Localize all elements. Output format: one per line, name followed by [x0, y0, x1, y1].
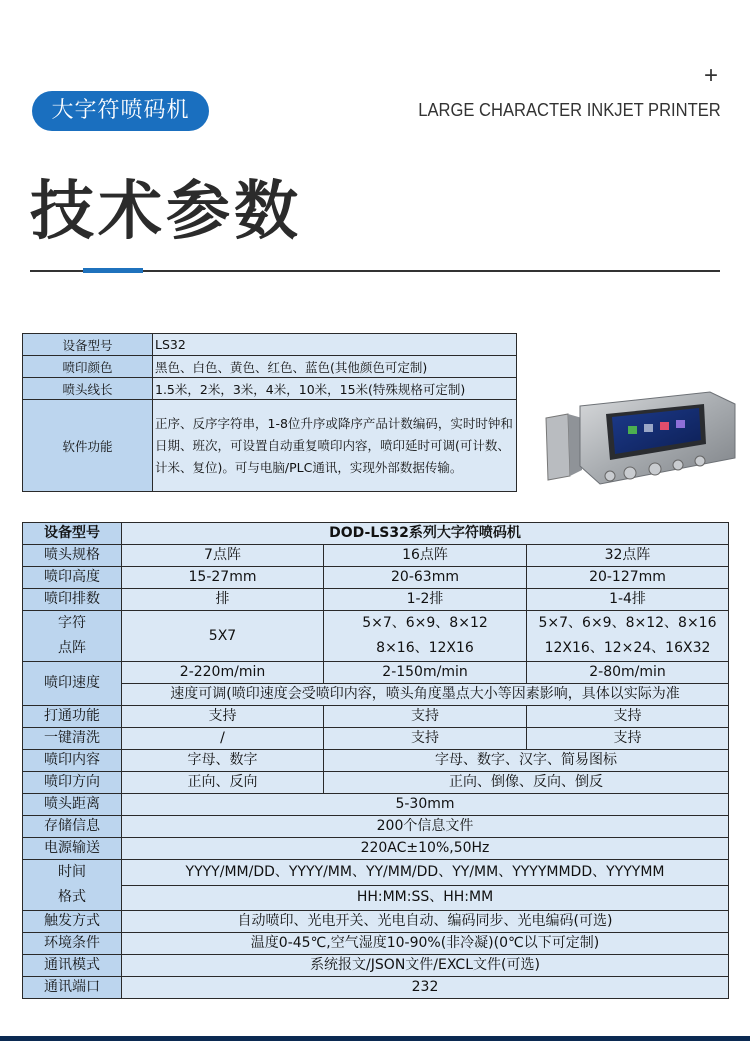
cell: 32点阵 [527, 545, 729, 567]
plus-icon: + [704, 62, 719, 89]
row-label-bottom: 点阵 [58, 640, 86, 656]
cell: 正向、倒像、反向、倒反 [324, 772, 729, 794]
row-label: 喷印颜色 [23, 356, 153, 378]
row-label: 一键清洗 [23, 728, 122, 750]
table-row [23, 662, 729, 684]
row-label-top: 字符 [58, 615, 86, 631]
product-category-badge: 大字符喷码机 [32, 91, 209, 131]
row-label: 触发方式 [23, 911, 122, 933]
table-row [23, 400, 517, 492]
row-label: 设备型号 [23, 523, 122, 545]
table-row [23, 772, 729, 794]
row-label: 喷印方向 [23, 772, 122, 794]
spec-summary-table [22, 333, 517, 492]
table-row [23, 911, 729, 933]
table-row [23, 356, 517, 378]
row-label [23, 611, 122, 662]
table-row [23, 684, 729, 706]
row-label: 打通功能 [23, 706, 122, 728]
cell: 2-150m/min [324, 662, 527, 684]
cell: 20-63mm [324, 567, 527, 589]
row-value: 黑色、白色、黄色、红色、蓝色(其他颜色可定制) [153, 356, 517, 378]
row-label: 电源输送 [23, 838, 122, 860]
cell-line: 8×16、12X16 [376, 640, 474, 656]
cell [324, 611, 527, 662]
table-row [23, 545, 729, 567]
table-row [23, 728, 729, 750]
product-image [540, 388, 740, 493]
cell: 232 [122, 977, 729, 999]
cell: 字母、数字 [122, 750, 324, 772]
cell: 7点阵 [122, 545, 324, 567]
cell: 2-220m/min [122, 662, 324, 684]
row-label: 喷印内容 [23, 750, 122, 772]
row-label: 喷印速度 [23, 662, 122, 706]
cell: 220AC±10%,50Hz [122, 838, 729, 860]
table-row [23, 794, 729, 816]
cell: 2-80m/min [527, 662, 729, 684]
row-label: 软件功能 [23, 400, 153, 492]
footer-bar [0, 1036, 750, 1041]
row-value: 正序、反序字符串，1-8位升序或降序产品计数编码，实时时钟和日期、班次，可设置自动重复喷印内容，喷印延时可调(可计数、计米、复位)。可与电脑/PLC通讯，实现外部数据传输。 [153, 400, 517, 492]
model-name: DOD-LS32系列大字符喷码机 [122, 523, 729, 545]
cell: 支持 [122, 706, 324, 728]
page-title: 技术参数 [30, 175, 302, 249]
spec-detail-table [22, 522, 729, 999]
row-value: 1.5米，2米，3米，4米，10米，15米(特殊规格可定制) [153, 378, 517, 400]
cell-line: 5×7、6×9、8×12、8×16 [538, 615, 717, 631]
cell: 自动喷印、光电开关、光电自动、编码同步、光电编码(可选) [122, 911, 729, 933]
row-label: 喷印高度 [23, 567, 122, 589]
cell: 5X7 [122, 611, 324, 662]
cell: 温度0-45℃,空气湿度10-90%(非冷凝)(0℃以下可定制) [122, 933, 729, 955]
cell: 支持 [527, 706, 729, 728]
row-label: 通讯模式 [23, 955, 122, 977]
row-value: LS32 [153, 334, 517, 356]
table-row [23, 750, 729, 772]
time-format-cell: HH:MM:SS、HH:MM [122, 885, 729, 911]
printer-illustration-icon [540, 388, 740, 493]
title-divider-accent [83, 268, 143, 273]
table-row [23, 611, 729, 662]
cell: 1-2排 [324, 589, 527, 611]
table-row [23, 885, 729, 911]
row-label: 喷头距离 [23, 794, 122, 816]
cell: 15-27mm [122, 567, 324, 589]
table-row [23, 523, 729, 545]
cell: 字母、数字、汉字、简易图标 [324, 750, 729, 772]
row-label-bottom: 格式 [58, 889, 86, 905]
cell: / [122, 728, 324, 750]
row-label: 喷印排数 [23, 589, 122, 611]
cell: 支持 [324, 706, 527, 728]
english-title: LARGE CHARACTER INKJET PRINTER [418, 100, 721, 120]
row-label-top: 时间 [58, 864, 86, 880]
cell: 16点阵 [324, 545, 527, 567]
row-label: 环境条件 [23, 933, 122, 955]
cell: 200个信息文件 [122, 816, 729, 838]
table-row [23, 816, 729, 838]
speed-note: 速度可调(喷印速度会受喷印内容，喷头角度墨点大小等因素影响，具体以实际为准 [122, 684, 729, 706]
date-format-cell: YYYY/MM/DD、YYYY/MM、YY/MM/DD、YY/MM、YYYYMMDD、YYYYMM [122, 860, 729, 886]
table-row [23, 977, 729, 999]
row-label: 设备型号 [23, 334, 153, 356]
table-row [23, 706, 729, 728]
table-row [23, 955, 729, 977]
row-label: 存储信息 [23, 816, 122, 838]
row-label [23, 860, 122, 911]
table-row [23, 838, 729, 860]
cell-line: 12X16、12×24、16X32 [544, 640, 711, 656]
cell: 支持 [324, 728, 527, 750]
cell: 系统报文/JSON文件/EXCL文件(可选) [122, 955, 729, 977]
row-label: 喷头线长 [23, 378, 153, 400]
table-row [23, 589, 729, 611]
row-label: 通讯端口 [23, 977, 122, 999]
cell-line: 5×7、6×9、8×12 [362, 615, 488, 631]
cell [527, 611, 729, 662]
table-row [23, 567, 729, 589]
table-row [23, 933, 729, 955]
cell: 正向、反向 [122, 772, 324, 794]
table-row [23, 860, 729, 886]
cell: 排 [122, 589, 324, 611]
cell: 5-30mm [122, 794, 729, 816]
table-row [23, 334, 517, 356]
cell: 1-4排 [527, 589, 729, 611]
table-row [23, 378, 517, 400]
cell: 20-127mm [527, 567, 729, 589]
cell: 支持 [527, 728, 729, 750]
row-label: 喷头规格 [23, 545, 122, 567]
